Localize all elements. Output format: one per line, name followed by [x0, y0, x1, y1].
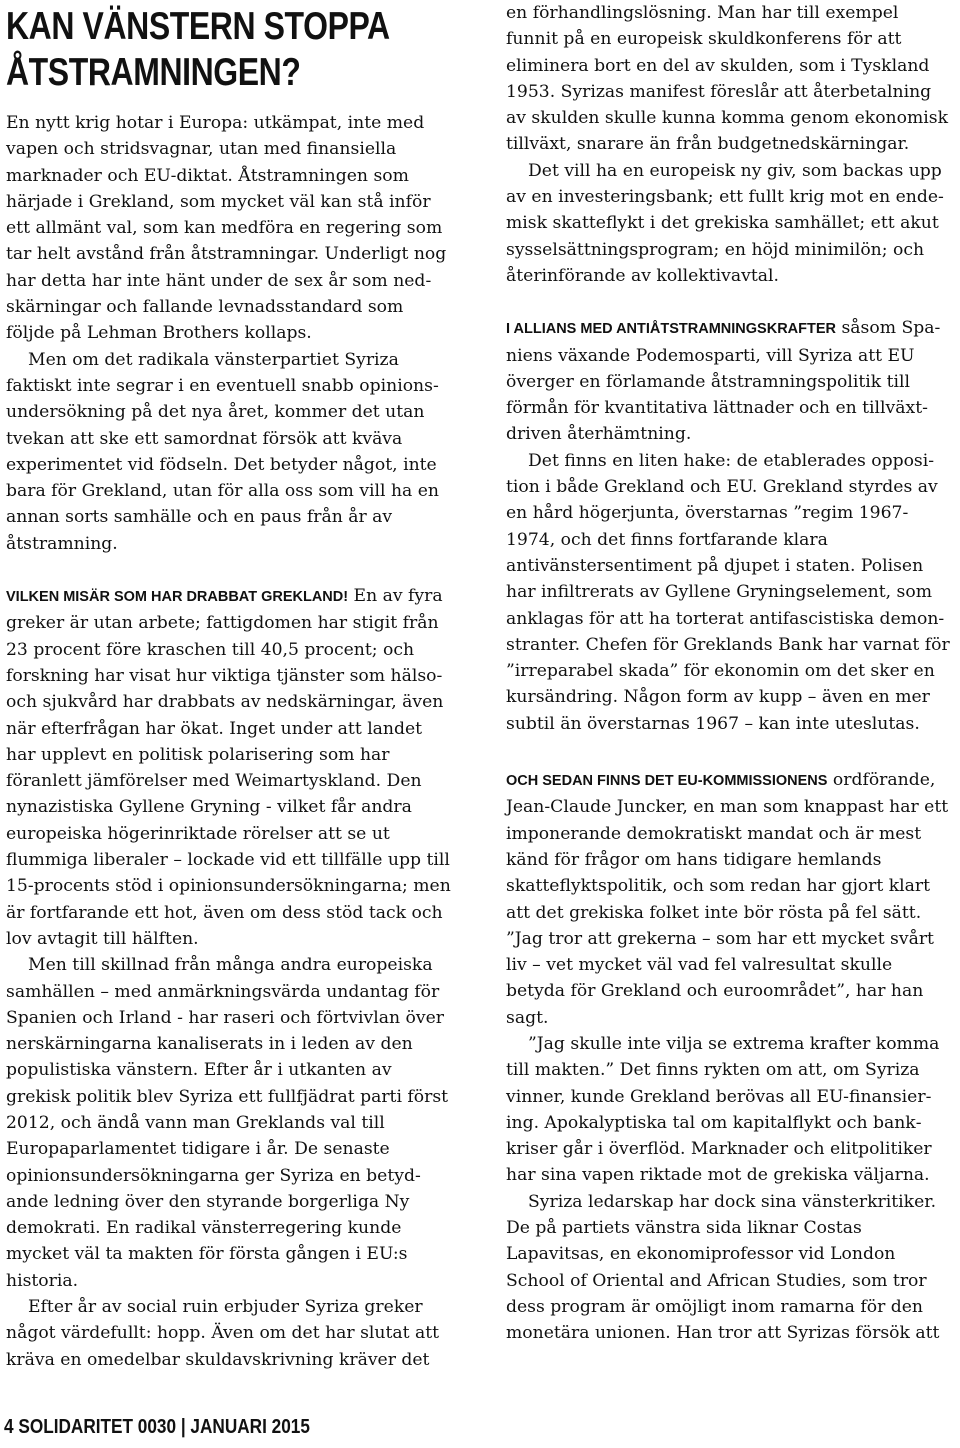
right-column [506, 0, 955, 1347]
left-column [6, 0, 455, 1373]
paragraph-intro: En nytt krig hotar i Europa: utkämpat, inte med vapen och stridsvagnar, utan med finansiella marknader och EU-diktat. Åtstramningen som härjade i Grekland, som mycket väl kan stå inför ett allmänt val, som kan medföra en regering som tar helt avstånd från åtstramningar. Underligt nog har detta har inte hänt under de sex år som nedskärningar och fallande levnadsstandard som följde på Lehman Brothers kollaps. [6, 113, 447, 344]
paragraph-with-subheading [6, 583, 455, 952]
paragraph: Men om det radikala vänsterpartiet Syriza faktiskt inte segrar i en eventuell snabb opinionsundersökning på det nya året, kommer det utan tvekan att ske ett samordnat försök att kväva experimentet vid födseln. Det betyder något, inte bara för Grekland, utan för alla oss som vill ha en annan sorts samhälle och en paus från år av åtstramning. [6, 349, 440, 554]
subheading: OCH SEDAN FINNS DET EU-KOMMISSIONENS [506, 773, 828, 790]
paragraph-text: ordförande, Jean-Claude Juncker, en man som knappast har ett imponerande demokratiskt mandat och är mest känd för frågor om hans tidigare hemlands skatteflyktspolitik, och som redan har gjort klart att det grekiska folket inte bör rösta på fel sätt. ”Jag tror att grekerna – som har ett mycket svårt liv – vet mycket väl vad fel valresultat skulle betyda för Grekland och euroområdet”, har han sagt. [506, 770, 949, 1028]
paragraph: ”Jag skulle inte vilja se extrema krafter komma till makten.” Det finns rykten om att, om Syriza vinner, kunde Grekland berövas all EU-finansiering. Apokalyptiska tal om kapitalflykt och bankkriser går i överflöd. Marknader och elitpolitiker har sina vapen riktade mot de grekiska väljarna. [506, 1033, 940, 1186]
paragraph-text: såsom Spaniens växande Podemosparti, vill Syriza att EU överger en förlamande åtstramningspolitik till förmån för kvantitativa lättnader och en tillväxtdriven återhämtning. [506, 318, 941, 445]
paragraph: Men till skillnad från många andra europeiska samhällen – med anmärkningsvärda undantag för Spanien och Irland - har raseri och förtvivlan över nerskärningarna kanaliserats in i leden av den populistiska vänstern. Efter år i utkanten av grekisk politik blev Syriza ett fullfjädrat parti först 2012, och ändå vann man Greklands val till Europaparlamentet tidigare i år. De senaste opinionsundersökningarna ger Syriza en betydande ledning över den styrande borgerliga Ny demokrati. En radikal vänsterregering kunde mycket väl ta makten för första gången i EU:s historia. [6, 955, 449, 1291]
paragraph: Efter år av social ruin erbjuder Syriza greker något värdefullt: hopp. Även om det har slutat att kräva en omedelbar skuldavskrivning kräver det [6, 1297, 440, 1370]
page-footer: 4 SOLIDARITET 0030 | JANUARI 2015 [4, 1416, 310, 1438]
headline [6, 4, 455, 96]
headline-line-2: ÅTSTRAMNINGEN? [6, 51, 301, 94]
paragraph-text: En av fyra greker är utan arbete; fattigdomen har stigit från 23 procent före kraschen till 40,5 procent; och forskning har visat hur viktiga tjänster som hälso- och sjukvård har drabbats av nedskärningar, även när efterfrågan har ökat. Inget under att landet har upplevt en politisk polarisering som har föranlett jämförelser med Weimartyskland. Den nynazistiska Gyllene Gryning - vilket får andra europeiska högerinriktade rörelser att se ut flummiga liberaler – lockade vid ett tillfälle upp till 15-procents stöd i opinionsundersökningarna; men är fortfarande ett hot, även om dess stöd tack och lov avtagit till hälften. [6, 586, 451, 949]
paragraph-with-subheading [506, 315, 955, 447]
subheading: I ALLIANS MED ANTIÅTSTRAMNINGSKRAFTER [506, 321, 836, 338]
headline-line-1: KAN VÄNSTERN STOPPA [6, 5, 390, 48]
paragraph: Det vill ha en europeisk ny giv, som backas upp av en investeringsbank; ett fullt krig mot en endemisk skatteflykt i det grekiska samhället; ett akut sysselsättningsprogram; en höjd minimilön; och återinförande av kollektivavtal. [506, 160, 944, 286]
paragraph: en förhandlingslösning. Man har till exempel funnit på en europeisk skuldkonferens för att eliminera bort en del av skulden, som i Tyskland 1953. Syrizas manifest föreslår att återbetalning av skulden skulle kunna komma genom ekonomisk tillväxt, snarare än från budgetnedskärningar. [506, 3, 948, 155]
paragraph: Syriza ledarskap har dock sina vänsterkritiker. De på partiets vänstra sida liknar Costas Lapavitsas, en ekonomiprofessor vid London School of Oriental and African Studies, som tror dess program är omöjligt inom ramarna för den monetära unionen. Han tror att Syrizas försök att [506, 1191, 940, 1344]
subheading: VILKEN MISÄR SOM HAR DRABBAT GREKLAND! [6, 589, 349, 606]
paragraph-with-subheading [506, 767, 955, 1031]
paragraph: Det finns en liten hake: de etablerades opposition i både Grekland och EU. Grekland styrdes av en hård högerjunta, överstarnas ”regim 1967-1974, och det finns fortfarande klara antivänstersentiment på djupet i staten. Polisen har infiltrerats av Gyllene Gryningselement, som anklagas för att ha torterat antifascistiska demonstranter. Chefen för Greklands Bank har varnat för ”irreparabel skada” för ekonomin om det sker en kursändring. Någon form av kupp – även en mer subtil än överstarnas 1967 – kan inte uteslutas. [506, 450, 950, 734]
